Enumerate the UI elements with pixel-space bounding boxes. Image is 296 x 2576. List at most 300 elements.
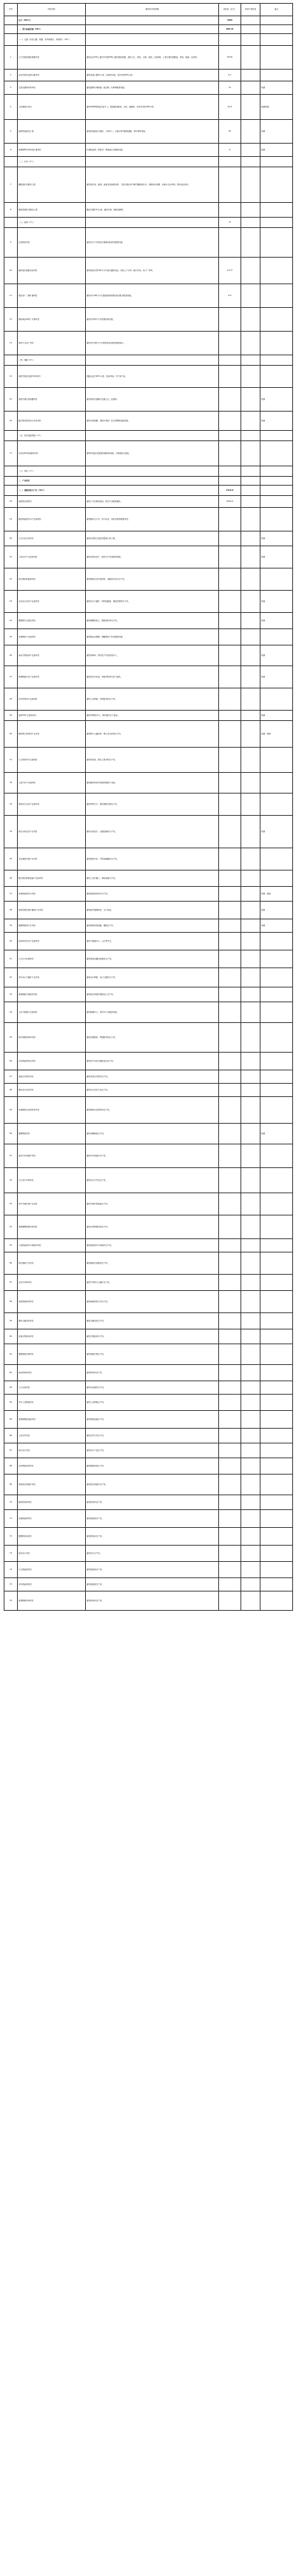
cell-seq — [4, 477, 18, 486]
cell-invest — [219, 1313, 241, 1329]
cell-name: 萍乡节能环保产业项目 — [18, 1193, 86, 1215]
cell-name: 萍乡新材料产业园项目 — [18, 688, 86, 711]
table-row — [4, 1023, 293, 1053]
cell-seq: 55 — [4, 1239, 18, 1252]
cell-invest: 3443.9 — [219, 496, 241, 508]
cell-remark — [260, 1144, 293, 1168]
table-row — [4, 748, 293, 773]
cell-remark — [260, 794, 293, 816]
cell-year-invest — [241, 950, 260, 968]
cell-year-invest — [241, 1084, 260, 1097]
cell-seq — [4, 431, 18, 441]
cell-seq: 7 — [4, 167, 18, 203]
cell-invest: 968.33 — [219, 25, 241, 34]
cell-year-invest — [241, 95, 260, 120]
cell-content: 建设永磁电机生产线。 — [86, 1313, 219, 1329]
cell-year-invest — [241, 1329, 260, 1344]
cell-seq: 71 — [4, 1510, 18, 1528]
cell-content: 建设2台100万千瓦超超临界燃煤发电机组及配套设施。 — [86, 284, 219, 308]
cell-year-invest — [241, 81, 260, 95]
table-row — [4, 933, 293, 950]
cell-invest — [219, 902, 241, 919]
cell-remark — [260, 218, 293, 228]
table-row — [4, 546, 293, 568]
cell-seq: 37 — [4, 887, 18, 902]
cell-seq: 50 — [4, 1124, 18, 1144]
section-row — [4, 25, 293, 34]
section-row — [4, 431, 293, 441]
header-seq: 序号 — [4, 4, 18, 16]
cell-name: （四）城建（6个） — [18, 355, 86, 366]
cell-year-invest — [241, 688, 260, 711]
cell-name: 上饶光学项目 — [18, 1429, 86, 1443]
header-invest: 总投资（亿元） — [219, 4, 241, 16]
cell-name: 一、重大基础设施（56个） — [18, 25, 86, 34]
cell-invest — [219, 34, 241, 46]
cell-content — [86, 218, 219, 228]
cell-remark — [260, 950, 293, 968]
cell-year-invest — [241, 711, 260, 721]
table-row — [4, 1443, 293, 1458]
cell-name: 九江新材料产业园项目 — [18, 748, 86, 773]
cell-invest — [219, 1329, 241, 1344]
table-row — [4, 1591, 293, 1611]
table-row — [4, 816, 293, 848]
table-row — [4, 1429, 293, 1443]
cell-remark — [260, 1546, 293, 1562]
cell-remark: 续建 — [260, 919, 293, 933]
cell-year-invest — [241, 1443, 260, 1458]
cell-name: 宜春锂电池正极材料项目 — [18, 1097, 86, 1124]
cell-seq: 29 — [4, 711, 18, 721]
table-row — [4, 1215, 293, 1239]
cell-seq: 27 — [4, 666, 18, 688]
cell-remark: 续建 — [260, 645, 293, 666]
cell-remark — [260, 25, 293, 34]
cell-invest — [219, 1239, 241, 1252]
cell-remark — [260, 987, 293, 1002]
cell-name: 新余钢铁新材料项目 — [18, 1023, 86, 1053]
cell-content: 建设2台100万千瓦燃煤发电机组及配套码头。 — [86, 332, 219, 355]
table-row — [4, 388, 293, 412]
cell-content: 建设高速公路41公里，双向四车道，设计时速100公里。 — [86, 70, 219, 81]
cell-year-invest — [241, 848, 260, 871]
cell-year-invest — [241, 1510, 260, 1528]
cell-remark: 续建 — [260, 120, 293, 144]
cell-content — [86, 157, 219, 167]
cell-year-invest — [241, 1291, 260, 1313]
cell-content: 建设航空零部件生产线。 — [86, 1475, 219, 1495]
table-row — [4, 167, 293, 203]
table-row — [4, 711, 293, 721]
cell-year-invest — [241, 568, 260, 591]
header-remark: 备注 — [260, 4, 293, 16]
cell-seq: 12 — [4, 308, 18, 332]
table-row — [4, 591, 293, 613]
cell-invest: 117.5 — [219, 258, 241, 284]
cell-remark — [260, 933, 293, 950]
cell-remark: 续建 — [260, 666, 293, 688]
cell-name: 上饶汽车产业城项目 — [18, 773, 86, 794]
cell-seq: 40 — [4, 933, 18, 950]
cell-invest — [219, 794, 241, 816]
table-row — [4, 1344, 293, 1365]
cell-seq: 69 — [4, 1475, 18, 1495]
cell-invest — [219, 1510, 241, 1528]
cell-remark — [260, 1168, 293, 1193]
cell-seq: 70 — [4, 1495, 18, 1510]
cell-seq: 75 — [4, 1578, 18, 1591]
cell-remark — [260, 466, 293, 477]
cell-year-invest — [241, 1275, 260, 1291]
cell-seq: 5 — [4, 120, 18, 144]
header-year-invest: 年度计划投资 — [241, 4, 260, 16]
cell-remark: 续建、新建 — [260, 887, 293, 902]
cell-remark — [260, 34, 293, 46]
cell-name: 南昌智能制造项目 — [18, 1291, 86, 1313]
cell-invest — [219, 629, 241, 645]
cell-seq: 49 — [4, 1097, 18, 1124]
cell-year-invest — [241, 919, 260, 933]
cell-invest — [219, 887, 241, 902]
cell-year-invest — [241, 308, 260, 332]
table-row — [4, 332, 293, 355]
cell-year-invest — [241, 412, 260, 431]
cell-name: 赣江新区城市综合开发项目 — [18, 412, 86, 431]
cell-content: 建设光电器件生产线。 — [86, 1381, 219, 1395]
cell-year-invest — [241, 466, 260, 477]
cell-invest — [219, 1458, 241, 1475]
cell-remark — [260, 1002, 293, 1023]
cell-name: 鹰潭铜箔项目 — [18, 1124, 86, 1144]
cell-remark — [260, 366, 293, 388]
cell-name: （六）其他（1个） — [18, 466, 86, 477]
cell-name: 鹰潭新材料项目 — [18, 1528, 86, 1546]
cell-invest — [219, 1365, 241, 1381]
cell-content: 线路全长约28.5公里，设站22座，均为地下站。 — [86, 366, 219, 388]
cell-remark — [260, 441, 293, 466]
cell-content: 建设节能环保装备生产线。 — [86, 1193, 219, 1215]
cell-invest — [219, 431, 241, 441]
cell-invest — [219, 871, 241, 887]
cell-year-invest — [241, 46, 260, 70]
cell-invest — [219, 1528, 241, 1546]
cell-invest: 73 — [219, 218, 241, 228]
cell-invest: 6 — [219, 144, 241, 157]
cell-invest — [219, 412, 241, 431]
cell-invest: 24.5 — [219, 95, 241, 120]
cell-remark — [260, 1275, 293, 1291]
cell-invest — [219, 968, 241, 987]
cell-remark — [260, 203, 293, 218]
cell-invest — [219, 773, 241, 794]
cell-invest — [219, 1475, 241, 1495]
cell-seq: 74 — [4, 1562, 18, 1578]
cell-remark — [260, 258, 293, 284]
cell-name: 抚州数字经济产业园项目 — [18, 933, 86, 950]
cell-name: 赣州稀土新材料产业项目 — [18, 721, 86, 748]
cell-name: 鹰潭智能终端项目 — [18, 1344, 86, 1365]
cell-remark — [260, 167, 293, 203]
cell-name: 鄱阳湖水利枢纽工程 — [18, 167, 86, 203]
cell-remark — [260, 1313, 293, 1329]
cell-remark — [260, 1495, 293, 1510]
table-row — [4, 412, 293, 431]
cell-seq: 3 — [4, 81, 18, 95]
cell-content: 建设稀土永磁材料、稀土发光材料生产线。 — [86, 721, 219, 748]
cell-content — [86, 466, 219, 477]
cell-remark — [260, 871, 293, 887]
cell-invest — [219, 1546, 241, 1562]
cell-year-invest — [241, 258, 260, 284]
cell-name: 赣州新能源汽车产业园项目 — [18, 508, 86, 531]
cell-year-invest — [241, 531, 260, 546]
cell-year-invest — [241, 987, 260, 1002]
cell-year-invest — [241, 25, 260, 34]
cell-remark: 新建 — [260, 1124, 293, 1144]
cell-invest — [219, 332, 241, 355]
cell-invest — [219, 950, 241, 968]
cell-remark — [260, 284, 293, 308]
cell-name: 南昌市轨道交通3号线项目 — [18, 366, 86, 388]
cell-invest — [219, 1291, 241, 1313]
cell-year-invest — [241, 1458, 260, 1475]
cell-name: 九江石化芳烃项目 — [18, 531, 86, 546]
cell-year-invest — [241, 1495, 260, 1510]
cell-invest — [219, 987, 241, 1002]
cell-invest — [219, 366, 241, 388]
cell-invest — [219, 157, 241, 167]
cell-name: 神华九江电厂项目 — [18, 332, 86, 355]
cell-remark — [260, 355, 293, 366]
cell-name: 上饶大数据产业园项目 — [18, 1002, 86, 1023]
cell-seq: 6 — [4, 144, 18, 157]
cell-name: 景德镇新材料项目 — [18, 1591, 86, 1611]
cell-seq: 64 — [4, 1395, 18, 1411]
cell-remark: 续建 — [260, 531, 293, 546]
cell-year-invest — [241, 748, 260, 773]
cell-year-invest — [241, 1429, 260, 1443]
cell-content — [86, 355, 219, 366]
cell-content: 建设整车生产线、动力电池、电机电控等配套项目。 — [86, 508, 219, 531]
table-row — [4, 794, 293, 816]
cell-seq: 28 — [4, 688, 18, 711]
cell-content: 建设市政道路、给排水管网、综合管廊等基础设施。 — [86, 412, 219, 431]
cell-content: 建设5G基站及配套传输网络设施，实现城区全覆盖。 — [86, 441, 219, 466]
cell-invest: 4419.9 — [219, 486, 241, 496]
cell-content: 建设新能源汽车零部件生产线。 — [86, 1239, 219, 1252]
cell-remark — [260, 568, 293, 591]
cell-name: 江西省5G网络建设项目 — [18, 441, 86, 466]
cell-invest — [219, 666, 241, 688]
cell-seq: 15 — [4, 388, 18, 412]
cell-year-invest — [241, 228, 260, 258]
cell-invest — [219, 1495, 241, 1510]
cell-seq — [4, 466, 18, 477]
cell-year-invest — [241, 355, 260, 366]
cell-remark: 新建 — [260, 902, 293, 919]
header-name: 项目名称 — [18, 4, 86, 16]
cell-name: 九江至南昌城际铁路项目 — [18, 46, 86, 70]
cell-invest — [219, 1411, 241, 1429]
section-row — [4, 486, 293, 496]
table-row — [4, 871, 293, 887]
cell-seq: 56 — [4, 1252, 18, 1275]
cell-name: 鹰潭铜产业基地项目 — [18, 613, 86, 629]
table-row — [4, 1510, 293, 1528]
cell-name: 吉安至泰和高速公路项目 — [18, 70, 86, 81]
cell-year-invest — [241, 157, 260, 167]
cell-seq: 68 — [4, 1458, 18, 1475]
cell-content: 建设工业机器人、智能装备生产线。 — [86, 871, 219, 887]
cell-year-invest — [241, 1239, 260, 1252]
cell-content — [86, 25, 219, 34]
cell-content: 建设新材料生产线。 — [86, 1365, 219, 1381]
table-row — [4, 666, 293, 688]
table-row — [4, 308, 293, 332]
cell-content: 建设高效光伏组件生产线。 — [86, 1070, 219, 1084]
table-row — [4, 902, 293, 919]
cell-content: 建设装机容量120万千瓦抽水蓄能电站，包括上下水库、输水系统、地下厂房等。 — [86, 258, 219, 284]
cell-name: 南昌高新区医疗器械产业项目 — [18, 902, 86, 919]
cell-name: 上饶新能源汽车零部件项目 — [18, 1239, 86, 1252]
cell-seq: 76 — [4, 1591, 18, 1611]
cell-seq: 41 — [4, 950, 18, 968]
cell-seq — [4, 218, 18, 228]
cell-content: 建设城市快速路及互通立交、匝道等。 — [86, 388, 219, 412]
cell-content: 建设百万千瓦级压水堆核电机组及配套设施。 — [86, 228, 219, 258]
cell-content — [86, 431, 219, 441]
cell-content: 建设3000吨级泊位若干个，配套建设堆场、仓库、道路等，年吞吐量约500万吨。 — [86, 95, 219, 120]
cell-remark — [260, 1215, 293, 1239]
cell-invest — [219, 1070, 241, 1084]
cell-remark — [260, 688, 293, 711]
cell-seq: 57 — [4, 1275, 18, 1291]
cell-year-invest — [241, 1097, 260, 1124]
cell-year-invest — [241, 1395, 260, 1411]
cell-invest — [219, 721, 241, 748]
cell-remark — [260, 1411, 293, 1429]
cell-content: 建设LED芯片、移动智能终端生产线。 — [86, 794, 219, 816]
cell-remark — [260, 1344, 293, 1365]
cell-name: 赣州永磁电机项目 — [18, 1313, 86, 1329]
cell-seq: 39 — [4, 919, 18, 933]
cell-content: 建设储能系统集成生产线。 — [86, 1252, 219, 1275]
table-row — [4, 70, 293, 81]
cell-remark — [260, 1591, 293, 1611]
cell-seq: 52 — [4, 1168, 18, 1193]
cell-remark — [260, 486, 293, 496]
cell-seq: 62 — [4, 1365, 18, 1381]
cell-seq: 73 — [4, 1546, 18, 1562]
cell-year-invest — [241, 1344, 260, 1365]
cell-year-invest — [241, 887, 260, 902]
cell-content: 建设VR研发中心、孵化器及生产基地。 — [86, 711, 219, 721]
cell-year-invest — [241, 366, 260, 388]
cell-name: 江西核电项目 — [18, 228, 86, 258]
cell-seq: 54 — [4, 1215, 18, 1239]
cell-year-invest — [241, 546, 260, 568]
cell-name: 南昌航空城项目 — [18, 496, 86, 508]
cell-remark — [260, 848, 293, 871]
cell-seq — [4, 355, 18, 366]
table-row — [4, 1239, 293, 1252]
cell-name: 赣抚尾闾综合整治工程 — [18, 203, 86, 218]
cell-name: 九江光电项目 — [18, 1381, 86, 1395]
cell-invest — [219, 613, 241, 629]
cell-remark — [260, 1329, 293, 1344]
cell-remark — [260, 1193, 293, 1215]
table-row — [4, 848, 293, 871]
cell-content: 建设锂云母提锂、碳酸锂生产线及配套设施。 — [86, 629, 219, 645]
cell-remark: 续建 — [260, 816, 293, 848]
cell-remark — [260, 228, 293, 258]
cell-invest — [219, 645, 241, 666]
cell-year-invest — [241, 1475, 260, 1495]
table-row — [4, 1168, 293, 1193]
cell-content: 建设2台66万千瓦燃煤发电机组。 — [86, 308, 219, 332]
table-row — [4, 1053, 293, 1070]
cell-seq: 63 — [4, 1381, 18, 1395]
cell-year-invest — [241, 496, 260, 508]
cell-year-invest — [241, 1168, 260, 1193]
cell-name: 吉安半导体项目 — [18, 1275, 86, 1291]
cell-name: （五）信息基础设施（1个） — [18, 431, 86, 441]
cell-year-invest — [241, 871, 260, 887]
cell-name: 景德镇陶瓷新材料项目 — [18, 1215, 86, 1239]
table-row — [4, 441, 293, 466]
cell-remark — [260, 16, 293, 25]
cell-name: 总计（362个） — [18, 16, 86, 25]
cell-seq: 21 — [4, 546, 18, 568]
cell-content: 建设高端钢材、特钢新材料生产线。 — [86, 1023, 219, 1053]
cell-content: 建设泄水闸、船闸、鱼道及连接坝段等，工程主要任务为调节鄱阳湖水位、保障供水灌溉、改善水生态环境，提升航运条件。 — [86, 167, 219, 203]
cell-year-invest — [241, 218, 260, 228]
cell-content: 建设物流园区仓储区、分拨中心、冷链仓库及配套道路、停车场等设施。 — [86, 120, 219, 144]
cell-year-invest — [241, 629, 260, 645]
cell-year-invest — [241, 1578, 260, 1591]
cell-year-invest — [241, 144, 260, 157]
cell-seq: 17 — [4, 441, 18, 466]
cell-year-invest — [241, 1381, 260, 1395]
cell-invest — [219, 1053, 241, 1070]
cell-year-invest — [241, 486, 260, 496]
cell-invest — [219, 1193, 241, 1215]
cell-content: 建设智能手机、平板电脑整机生产线。 — [86, 848, 219, 871]
section-row — [4, 477, 293, 486]
table-row — [4, 887, 293, 902]
cell-invest — [219, 546, 241, 568]
cell-year-invest — [241, 721, 260, 748]
cell-year-invest — [241, 1528, 260, 1546]
cell-content: 建设铜精深加工、铜基新材料生产线。 — [86, 613, 219, 629]
table-row — [4, 1395, 293, 1411]
cell-invest — [219, 1023, 241, 1053]
table-row — [4, 366, 293, 388]
cell-remark: 续建 — [260, 412, 293, 431]
cell-content: 建设大数据中心、云计算平台。 — [86, 933, 219, 950]
cell-name: （一）交通（包括公路、铁路、机场和港口、物流等）（18个） — [18, 34, 86, 46]
table-row — [4, 968, 293, 987]
cell-content: 建设通用机场跑道、航站楼、机库等配套设施。 — [86, 81, 219, 95]
cell-seq: 31 — [4, 748, 18, 773]
cell-invest — [219, 531, 241, 546]
table-row — [4, 46, 293, 70]
cell-seq: 14 — [4, 366, 18, 388]
table-row — [4, 721, 293, 748]
cell-name: 景德镇直升机产业园项目 — [18, 666, 86, 688]
cell-seq: 44 — [4, 1002, 18, 1023]
